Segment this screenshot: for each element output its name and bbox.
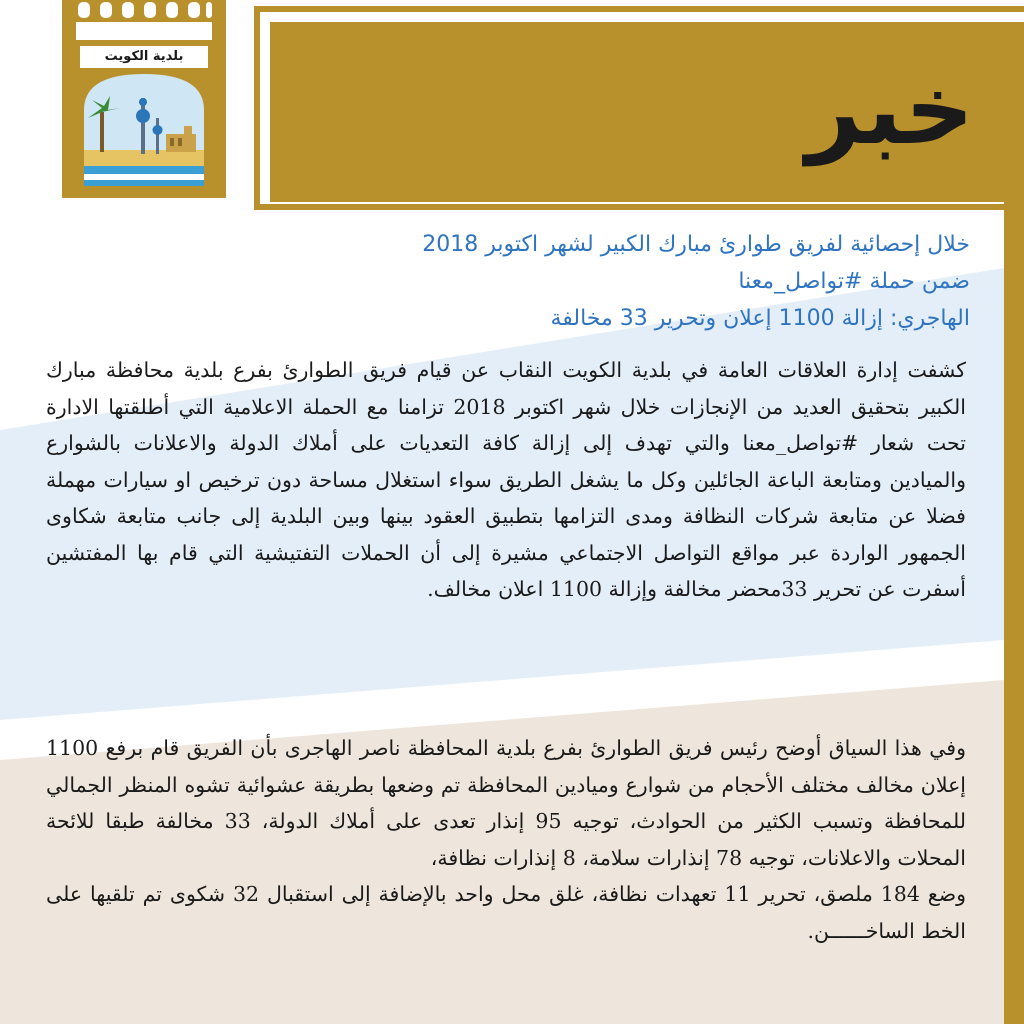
heading-line-2: ضمن حملة #تواصل_معنا	[738, 269, 970, 294]
paragraph-1: كشفت إدارة العلاقات العامة في بلدية الكويت النقاب عن قيام فريق الطوارئ بفرع بلدية محافظة مبارك الكبير بتحقيق العديد من الإنجازات خلال شهر اكتوبر 2018 تزامنا مع الحملة الاعلامية التي أطلقتها الادارة تحت شعار #تواصل_معنا والتي تهدف إلى إزالة كافة التعديات على أملاك الدولة والاعلانات بالشوارع والميادين ومتابعة الباعة الجائلين وكل ما يشغل الطريق سواء استغلال مساحة دون ترخيص او سيارات مهملة فضلا عن متابعة شركات النظافة ومدى التزامها بتطبيق العقود بينها وبين البلدية إلى جانب متابعة شكاوى الجمهور الواردة عبر مواقع التواصل الاجتماعي مشيرة إلى أن الحملات التفتيشية التي قام بها المفتشين أسفرت عن تحرير 33محضر مخالفة وإزالة 1100 اعلان مخالف.	[46, 358, 966, 601]
headline-title: خبر	[805, 54, 975, 166]
municipality-logo	[62, 0, 226, 198]
heading-line-3: الهاجري: إزالة 1100 إعلان وتحرير 33 مخالفة	[550, 306, 970, 331]
paragraph-2	[46, 730, 966, 949]
right-gold-bar	[1004, 200, 1024, 1024]
logo-text: بلدية الكويت	[80, 46, 208, 68]
heading-line-1: خلال إحصائية لفريق طوارئ مبارك الكبير لشهر اكتوبر 2018	[422, 232, 970, 257]
paragraph-3-text: وضع 184 ملصق، تحرير 11 تعهدات نظافة، غلق محل واحد بالإضافة إلى استقبال 32 شكوى تم تلقيها على الخط الساخــــــن.	[46, 882, 966, 943]
paragraph-2-text: وفي هذا السياق أوضح رئيس فريق الطوارئ بفرع بلدية المحافظة ناصر الهاجرى بأن الفريق قام برفع 1100 إعلان مخالف مختلف الأحجام من شوارع وميادين المحافظة تم وضعها بطريقة عشوائية تشوه المنظر الجمالي للمحافظة وتسبب الكثير من الحوادث، توجيه 95 إنذار تعدى على أملاك الدولة، 33 مخالفة طبقا للائحة المحلات والاعلانات، توجيه 78 إنذارات سلامة، 8 إنذارات نظافة،	[46, 736, 966, 870]
headings-block	[250, 226, 970, 337]
logo-emblem	[62, 0, 226, 198]
